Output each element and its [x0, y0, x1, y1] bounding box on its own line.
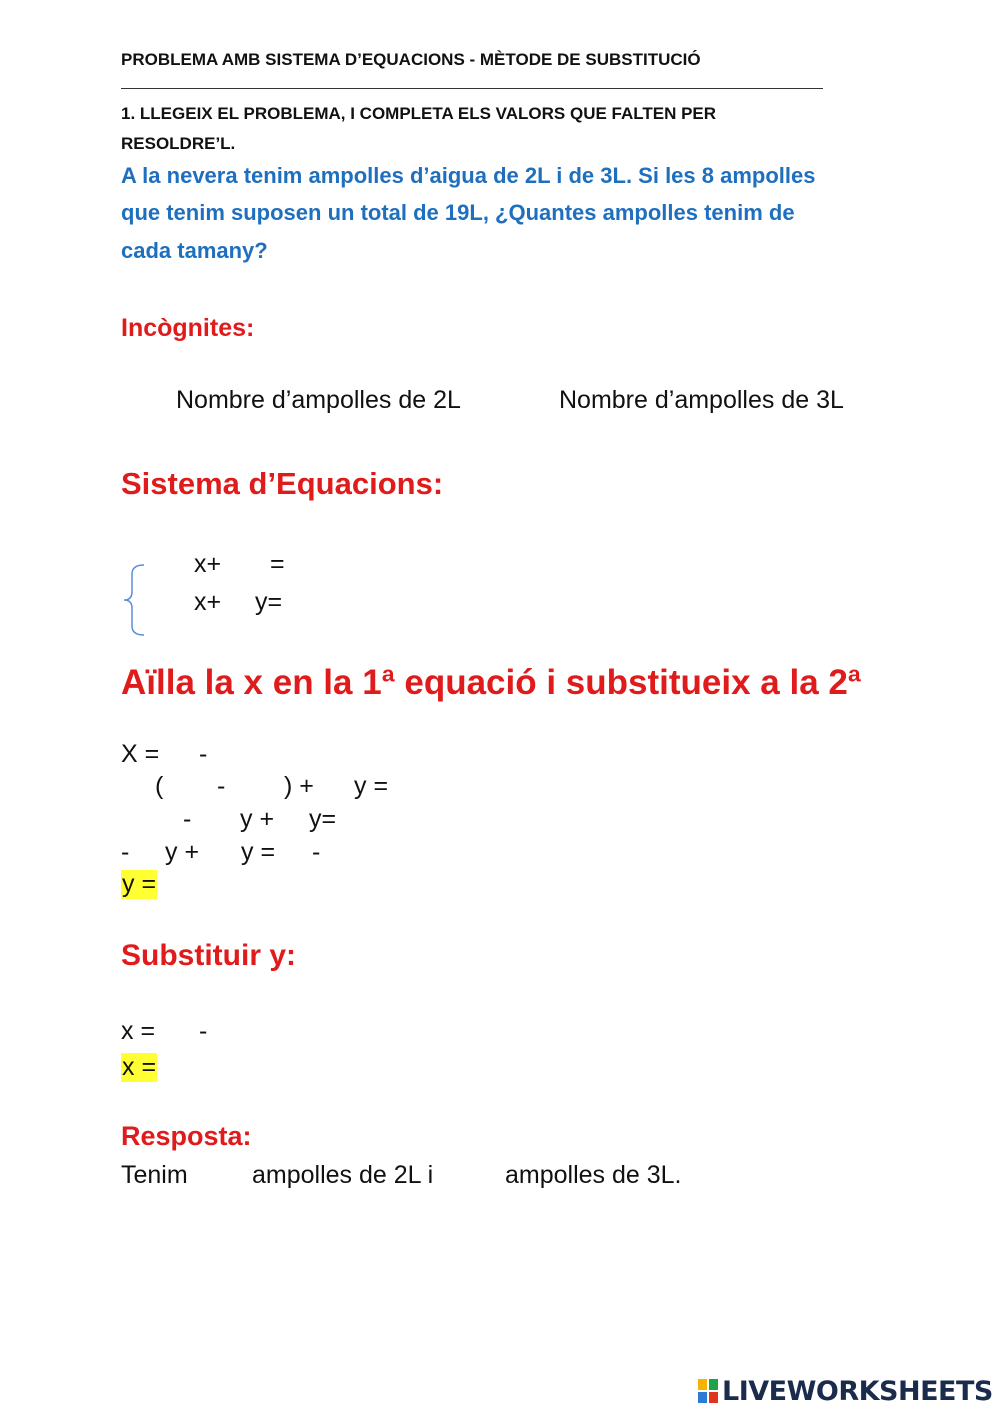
sistema-heading: Sistema d’Equacions: — [121, 466, 444, 501]
liveworksheets-logo-icon — [698, 1378, 720, 1404]
instruction-line-1: 1. LLEGEIX EL PROBLEMA, I COMPLETA ELS VALORS QUE FALTEN PER — [121, 104, 717, 123]
step3-minus: - — [183, 805, 192, 833]
liveworksheets-logo — [698, 1374, 993, 1408]
eq1-x: x+ — [194, 550, 222, 578]
unknown-2l: Nombre d’ampolles de 2L — [176, 386, 461, 414]
problem-line-3: cada tamany? — [121, 238, 268, 263]
eq2-y: y= — [255, 588, 283, 616]
aillar-heading: Aïlla la x en la 1ª equació i substitueix a la 2ª — [121, 663, 861, 702]
answer-2l: ampolles de 2L i — [252, 1161, 434, 1189]
answer-tenim: Tenim — [121, 1161, 188, 1189]
eq2-x: x+ — [194, 588, 222, 616]
substituir-heading: Substituir y: — [121, 939, 297, 972]
step2-open-paren: ( — [155, 772, 164, 800]
step2-y: y = — [354, 772, 389, 800]
step1-x: X = — [121, 740, 160, 768]
step4-y-equals: y = — [241, 838, 276, 866]
worksheet-title: PROBLEMA AMB SISTEMA D’EQUACIONS - MÈTODE DE SUBSTITUCIÓ — [121, 50, 701, 69]
step4-minus-2: - — [312, 838, 321, 866]
divider — [121, 88, 823, 89]
x-result: x = — [122, 1053, 157, 1081]
unknown-3l: Nombre d’ampolles de 3L — [559, 386, 844, 414]
eq1-equals: = — [270, 550, 285, 578]
resposta-heading: Resposta: — [121, 1121, 252, 1151]
instruction-line-2: RESOLDRE’L. — [121, 134, 236, 153]
step2-minus: - — [217, 772, 226, 800]
step1-minus: - — [199, 740, 208, 768]
incognites-heading: Incògnites: — [121, 314, 255, 342]
brace-icon — [118, 560, 148, 640]
answer-3l: ampolles de 3L. — [505, 1161, 682, 1189]
problem-line-1: A la nevera tenim ampolles d’aigua de 2L i de 3L. Si les 8 ampolles — [121, 163, 816, 188]
step4-minus: - — [121, 838, 130, 866]
problem-line-2: que tenim suposen un total de 19L, ¿Quantes ampolles tenim de — [121, 200, 795, 225]
subst-minus: - — [199, 1017, 208, 1045]
step3-y-equals: y= — [309, 805, 337, 833]
subst-x: x = — [121, 1017, 156, 1045]
y-result: y = — [122, 870, 157, 898]
step2-close-paren: ) + — [284, 772, 314, 800]
step4-y-plus: y + — [165, 838, 200, 866]
liveworksheets-logo-text: LIVEWORKSHEETS — [722, 1375, 993, 1407]
step3-y-plus: y + — [240, 805, 275, 833]
